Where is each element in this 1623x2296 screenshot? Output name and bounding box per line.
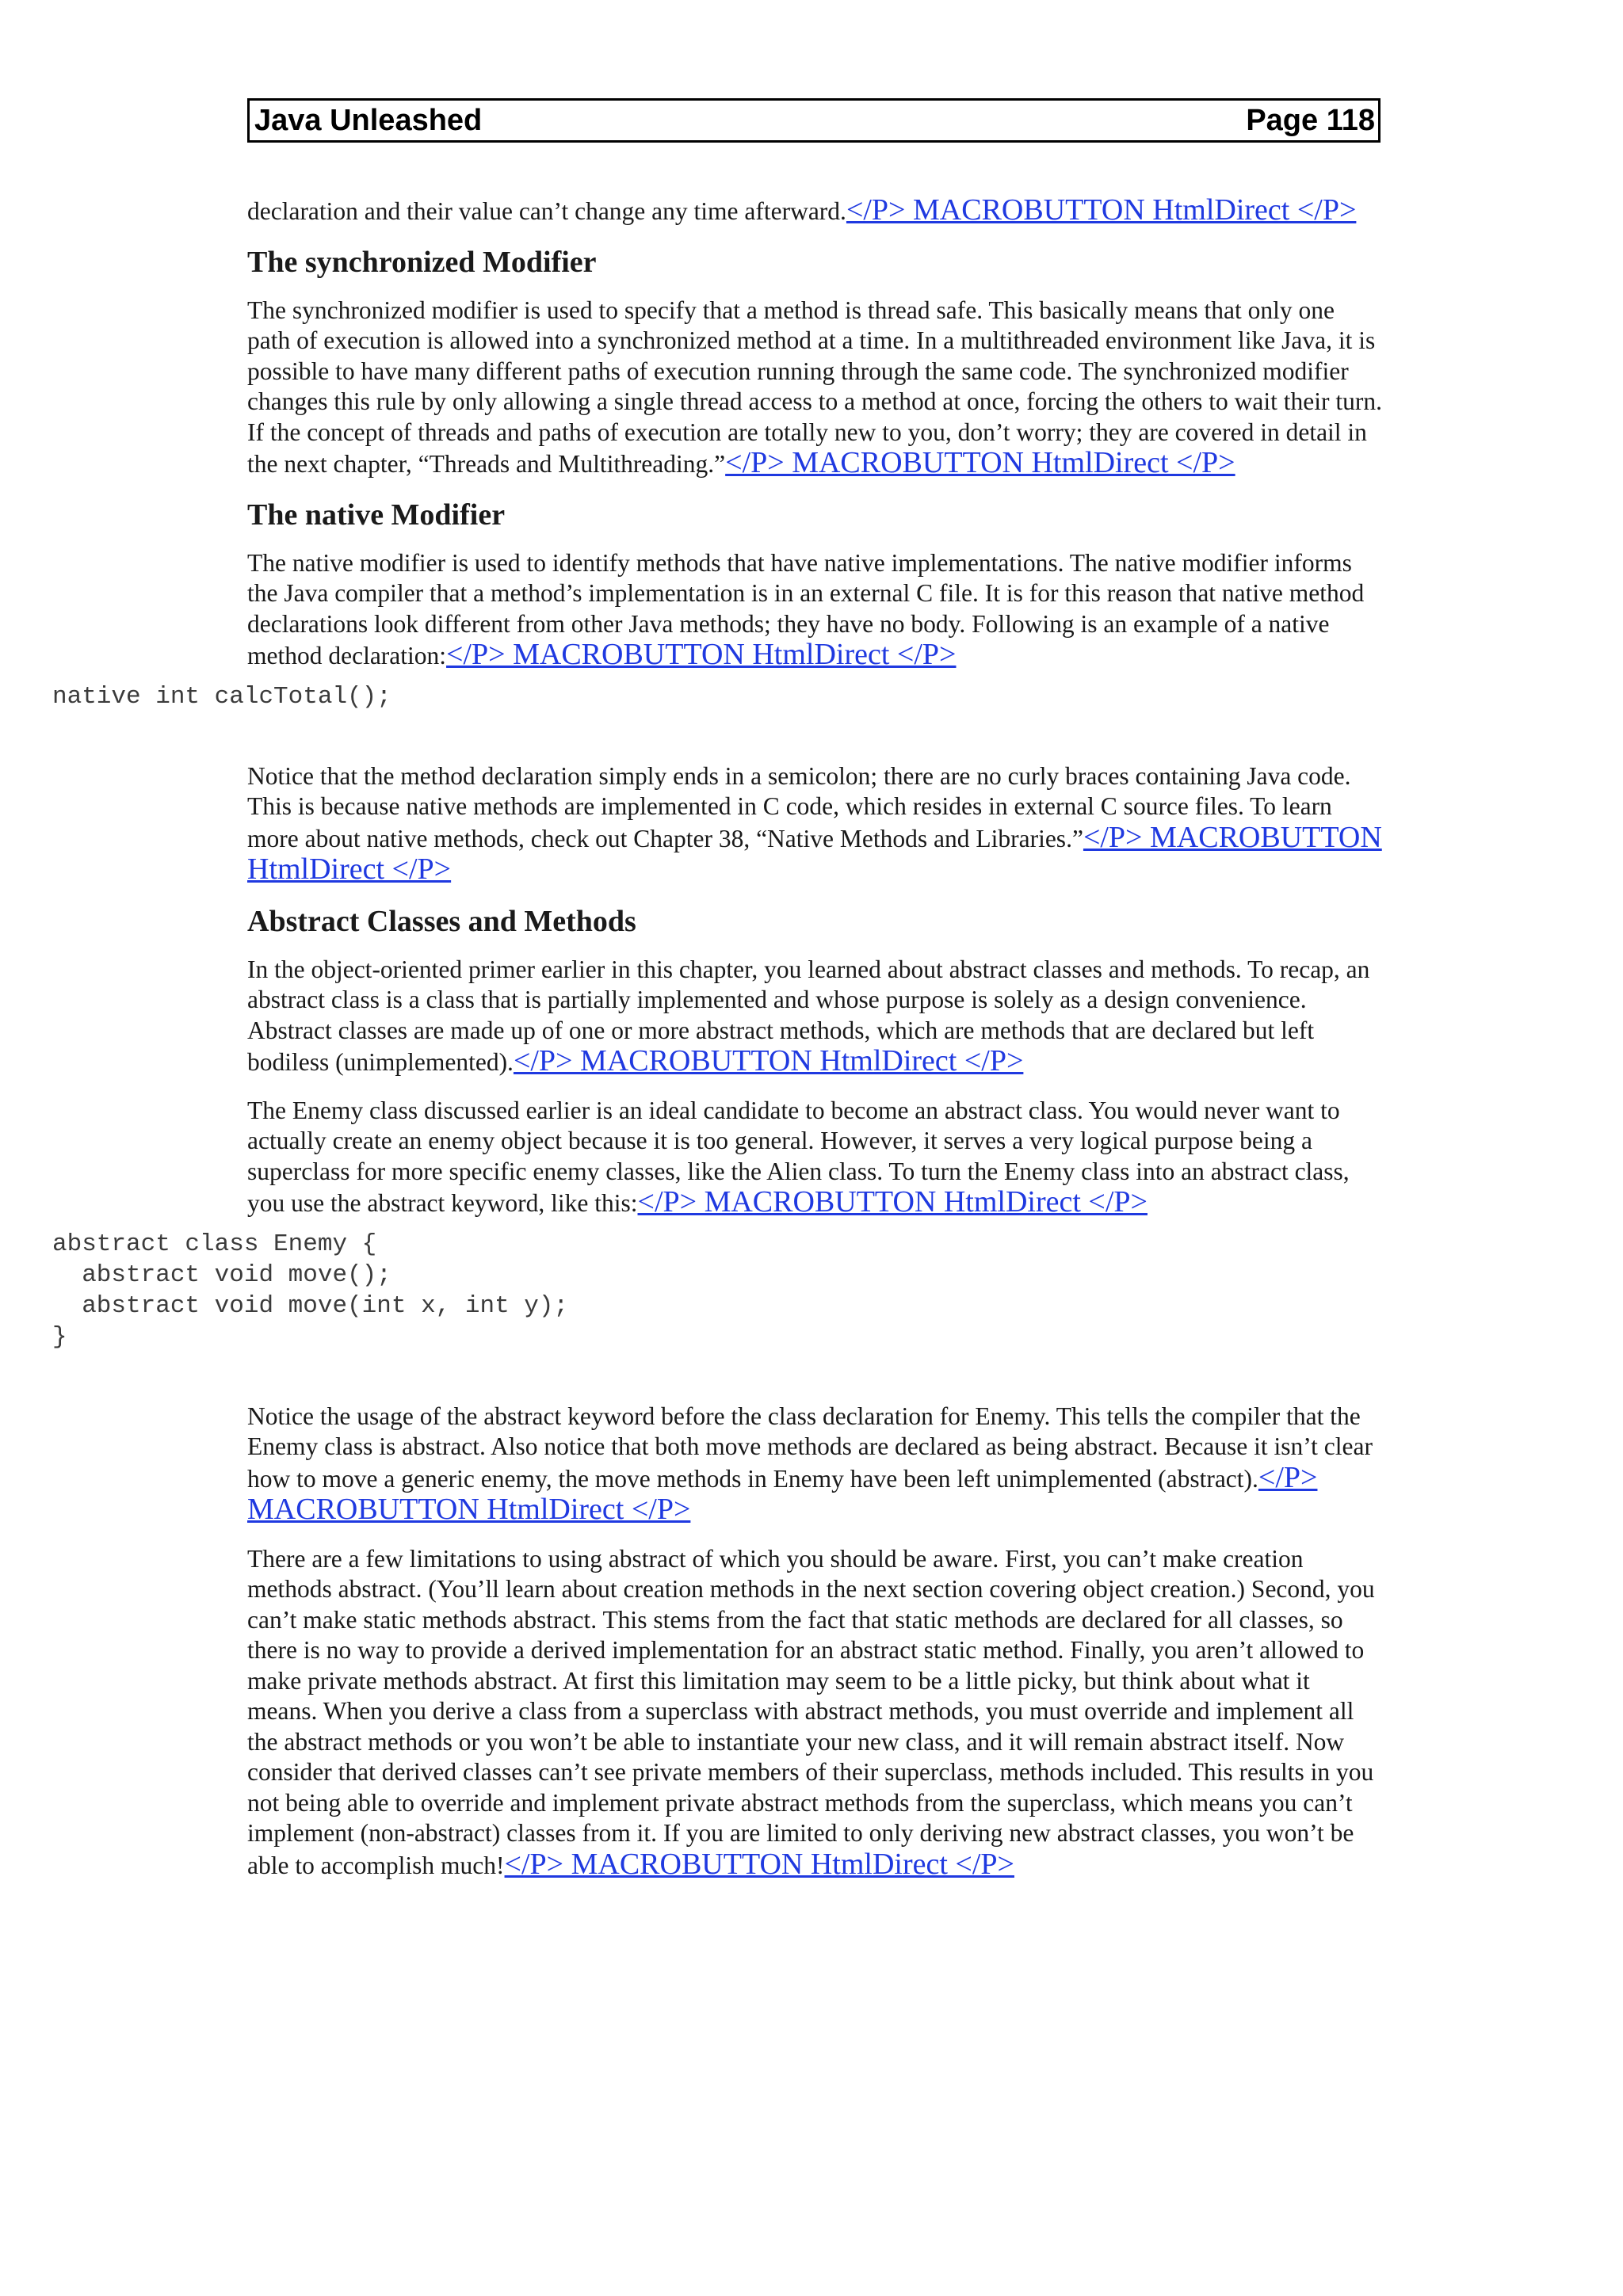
macrobutton-link[interactable]: </P> MACROBUTTON HtmlDirect </P> — [637, 1185, 1148, 1219]
paragraph-text: In the object-oriented primer earlier in this chapter, you learned about abstract classes and methods. To recap, an abstract class is a class that is partially implemented and whose purpose is solely as a design convenience. Abstract classes are made up of one or more abstract methods, which are methods that are declared but left bodiless (unimplemented). — [247, 955, 1370, 1076]
macrobutton-link[interactable]: </P> MACROBUTTON HtmlDirect </P> — [846, 193, 1357, 227]
paragraph-text: Notice that the method declaration simply ends in a semicolon; there are no curly braces containing Java code. This is because native methods are implemented in C code, which resides in external C source files. To learn more about native methods, check out Chapter 38, “Native Methods and Libraries.” — [247, 761, 1351, 852]
code-line: abstract void move(); — [52, 1261, 391, 1289]
code-block-abstract-enemy — [52, 1229, 1189, 1352]
macrobutton-link[interactable]: </P> MACROBUTTON HtmlDirect </P> — [446, 638, 957, 671]
paragraph-text: There are a few limitations to using abstract of which you should be aware. First, you can’t make creation methods abstract. (You’ll learn about creation methods in the next section covering object creation.) Second, you can’t make static methods abstract. This stems from the fact that static methods are declared for all classes, so there is no way to provide a derived implementation for an abstract static method. Finally, you aren’t allowed to make private methods abstract. At first this limitation may seem to be a little picky, but think about what it means. When you derive a class from a superclass with abstract methods, you must override and implement all the abstract methods or you won’t be able to instantiate your new class, and it will remain abstract itself. Now consider that derived classes can’t see private members of their superclass, methods included. This results in you not being able to override and implement private abstract methods from the superclass, which means you can’t implement (non-abstract) classes from it. If you are limited to only deriving new abstract classes, you won’t be able to accomplish much! — [247, 1544, 1375, 1879]
paragraph-4 — [247, 761, 1384, 887]
page-number: Page 118 — [1246, 103, 1375, 137]
paragraph-8 — [247, 1544, 1384, 1882]
page-content — [52, 193, 1384, 1898]
heading-synchronized-modifier: The synchronized Modifier — [247, 245, 597, 279]
paragraph-5 — [247, 955, 1384, 1078]
paragraph-text: The Enemy class discussed earlier is an ideal candidate to become an abstract class. You would never want to actually create an enemy object because it is too general. However, it serves a very logical purpose being a superclass for more specific enemy classes, like the Alien class. To turn the Enemy class into an abstract class, you use the abstract keyword, like this: — [247, 1096, 1350, 1217]
book-title: Java Unleashed — [254, 103, 483, 137]
code-line: abstract void move(int x, int y); — [52, 1291, 569, 1320]
paragraph-text: The native modifier is used to identify methods that have native implementations. The native modifier informs the Java compiler that a method’s implementation is in an external C file. It is for this reason that native method declarations look different from other Java methods; they have no body. Following is an example of a native method declaration: — [247, 548, 1365, 669]
paragraph-6 — [247, 1096, 1384, 1219]
code-line: abstract class Enemy { — [52, 1230, 377, 1258]
code-block-native — [52, 681, 1189, 712]
paragraph-7 — [247, 1402, 1384, 1527]
paragraph-2 — [247, 296, 1384, 480]
macrobutton-link[interactable]: </P> MACROBUTTON HtmlDirect </P> — [247, 1460, 1318, 1526]
paragraph-text: The synchronized modifier is used to specify that a method is thread safe. This basically means that only one path of execution is allowed into a synchronized method at a time. In a multithreaded environment like Java, it is possible to have many different paths of execution running through the same code. The synchronized modifier changes this rule by only allowing a single thread access to a method at once, forcing the others to wait their turn. If the concept of threads and paths of execution are totally new to you, don’t worry; they are covered in detail in the next chapter, “Threads and Multithreading.” — [247, 296, 1382, 478]
paragraph-3 — [247, 548, 1384, 672]
heading-abstract-classes: Abstract Classes and Methods — [247, 904, 636, 938]
macrobutton-link[interactable]: </P> MACROBUTTON HtmlDirect </P> — [725, 446, 1235, 479]
paragraph-1 — [247, 195, 1384, 227]
code-line: } — [52, 1322, 67, 1351]
page-header — [247, 98, 1381, 143]
paragraph-text: declaration and their value can’t change any time afterward. — [247, 197, 846, 225]
macrobutton-link[interactable]: </P> MACROBUTTON HtmlDirect </P> — [504, 1847, 1014, 1881]
code-line: native int calcTotal(); — [52, 682, 391, 711]
macrobutton-link[interactable]: </P> MACROBUTTON HtmlDirect </P> — [247, 820, 1382, 886]
macrobutton-link[interactable]: </P> MACROBUTTON HtmlDirect </P> — [513, 1044, 1024, 1077]
paragraph-text: Notice the usage of the abstract keyword before the class declaration for Enemy. This tells the compiler that the Enemy class is abstract. Also notice that both move methods are declared as being abstract. Because it isn’t clear how to move a generic enemy, the move methods in Enemy have been left unimplemented (abstract). — [247, 1402, 1373, 1493]
heading-native-modifier: The native Modifier — [247, 498, 506, 532]
